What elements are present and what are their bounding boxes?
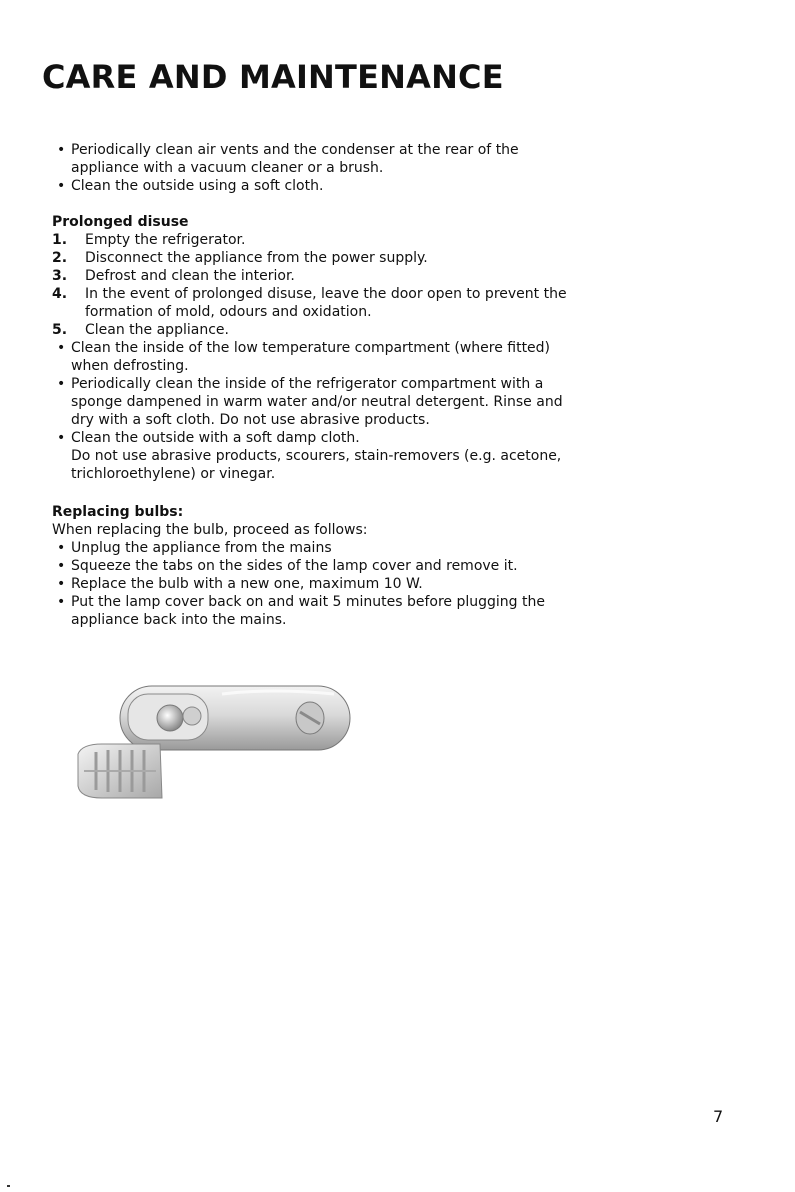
list-item <box>52 267 572 285</box>
list-item: • Unplug the appliance from the mains <box>52 539 572 557</box>
list-item: • Put the lamp cover back on and wait 5 minutes before plugging the appliance back into the mains. <box>52 593 572 629</box>
step-number: 2. <box>52 250 68 266</box>
list-item <box>52 429 572 483</box>
list-item <box>52 231 572 249</box>
step-text: Defrost and clean the interior. <box>85 268 295 284</box>
lamp-illustration <box>72 680 362 810</box>
step-number: 1. <box>52 232 68 248</box>
disuse-steps-list <box>52 231 572 339</box>
step-number: 4. <box>52 286 68 302</box>
lamp-cover <box>78 744 162 798</box>
bulb-bullet-list <box>52 539 572 629</box>
page-title: CARE AND MAINTENANCE <box>42 58 504 96</box>
intro-bullet-list <box>52 141 572 195</box>
step-number: 3. <box>52 268 68 284</box>
list-item: • Periodically clean air vents and the condenser at the rear of the appliance with a vacuum cleaner or a brush. <box>52 141 572 177</box>
step-text: Empty the refrigerator. <box>85 232 246 248</box>
page-number: 7 <box>713 1107 724 1126</box>
list-item: • Clean the inside of the low temperature compartment (where fitted) when defrosting. <box>52 339 572 375</box>
lamp-housing <box>120 686 350 750</box>
section-heading-prolonged-disuse: Prolonged disuse <box>52 214 189 230</box>
content-body <box>52 141 572 629</box>
step-text: In the event of prolonged disuse, leave the door open to prevent the formation of mold, odours and oxidation. <box>85 286 567 320</box>
list-item: • Clean the outside using a soft cloth. <box>52 177 572 195</box>
step-text: Disconnect the appliance from the power supply. <box>85 250 428 266</box>
list-item <box>52 321 572 339</box>
corner-mark <box>7 1185 10 1187</box>
bullet-line: Do not use abrasive products, scourers, stain-removers (e.g. acetone, trichloroethylene) or vinegar. <box>71 448 562 482</box>
bullet-line: • Clean the outside with a soft damp cloth. <box>71 430 360 446</box>
list-item: • Periodically clean the inside of the refrigerator compartment with a sponge dampened in warm water and/or neutral detergent. Rinse and dry with a soft cloth. Do not use abrasive products. <box>52 375 572 429</box>
list-item: • Squeeze the tabs on the sides of the lamp cover and remove it. <box>52 557 572 575</box>
list-item: • Replace the bulb with a new one, maximum 10 W. <box>52 575 572 593</box>
step-text: Clean the appliance. <box>85 322 229 338</box>
step-number: 5. <box>52 322 68 338</box>
list-item <box>52 285 572 321</box>
section-heading-replacing-bulbs: Replacing bulbs: <box>52 504 184 520</box>
disuse-bullet-list <box>52 339 572 483</box>
list-item <box>52 249 572 267</box>
replacing-intro: When replacing the bulb, proceed as follows: <box>52 522 368 538</box>
